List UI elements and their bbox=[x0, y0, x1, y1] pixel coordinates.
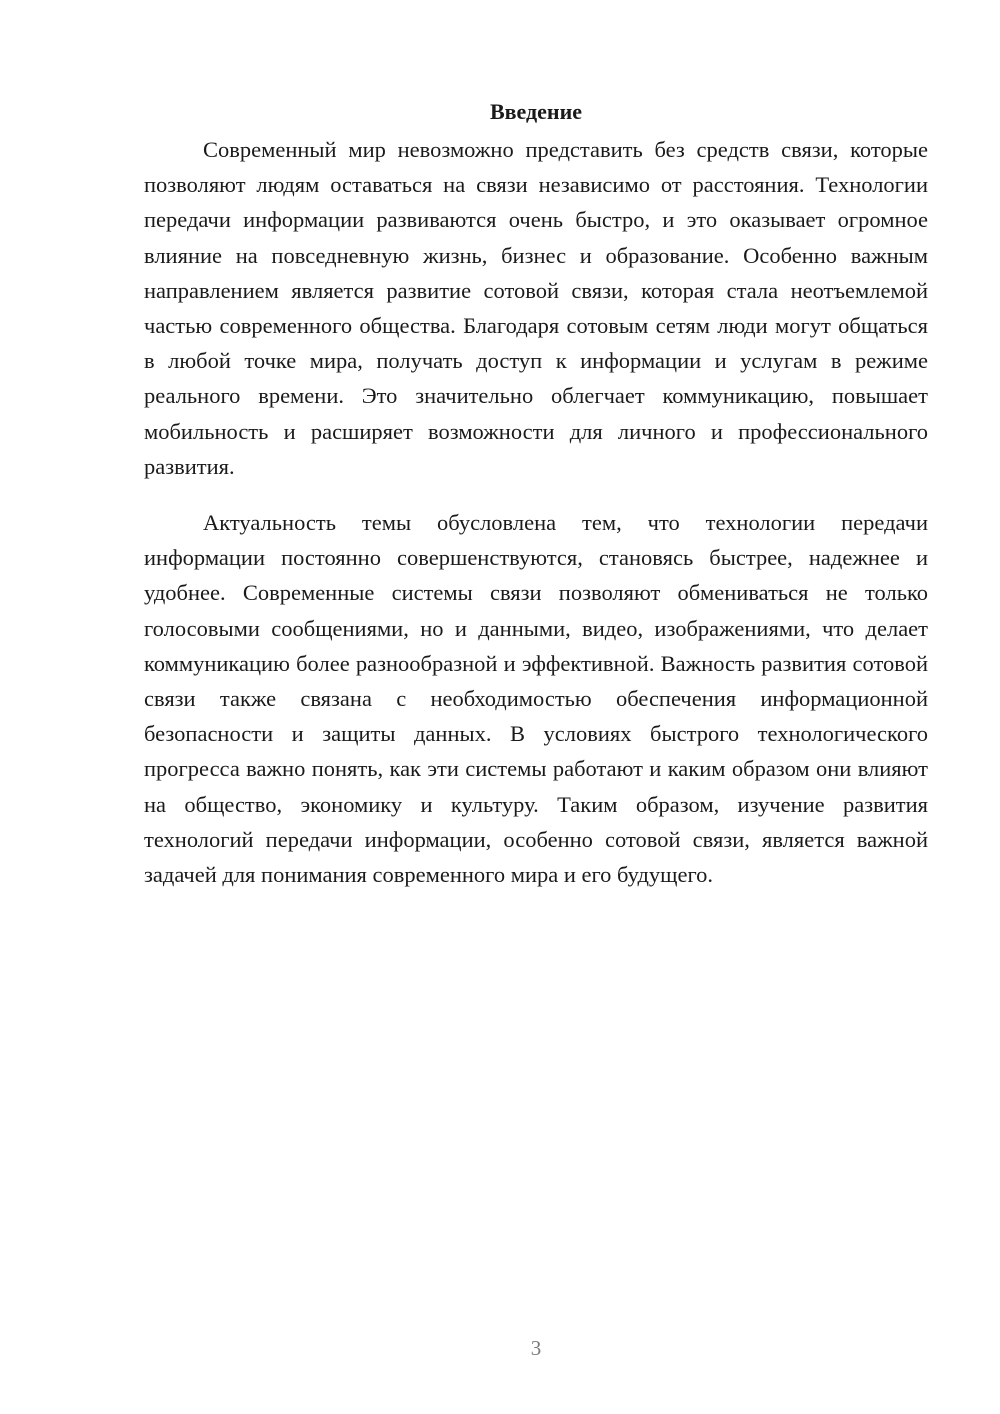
section-title: Введение bbox=[489, 99, 583, 124]
paragraph-intro: Современный мир невозможно представить без средств связи, которые позволяют людям оставаться на связи независимо от расстояния. Технологии передачи информации развиваются очень быстро, и это оказывает огромное влияние на повседневную жизнь, бизнес и образование. Особенно важным направлением является развитие сотовой связи, которая стала неотъемлемой частью современного общества. Благодаря сотовым сетям люди могут общаться в любой точке мира, получать доступ к информации и услугам в режиме реального времени. Это значительно облегчает коммуникацию, повышает мобильность и расширяет возможности для личного и профессионального развития. bbox=[144, 137, 928, 479]
page-content bbox=[144, 96, 928, 892]
paragraph-relevance: Актуальность темы обусловлена тем, что технологии передачи информации постоянно совершенствуются, становясь быстрее, надежнее и удобнее. Современные системы связи позволяют обмениваться не только голосовыми сообщениями, но и данными, видео, изображениями, что делает коммуникацию более разнообразной и эффективной. Важность развития сотовой связи также связана с необходимостью обеспечения информационной безопасности и защиты данных. В условиях быстрого технологического прогресса важно понять, как эти системы работают и каким образом они влияют на общество, экономику и культуру. Таким образом, изучение развития технологий передачи информации, особенно сотовой связи, является важной задачей для понимания современного мира и его будущего. bbox=[144, 510, 928, 888]
page-number: 3 bbox=[530, 1336, 542, 1360]
